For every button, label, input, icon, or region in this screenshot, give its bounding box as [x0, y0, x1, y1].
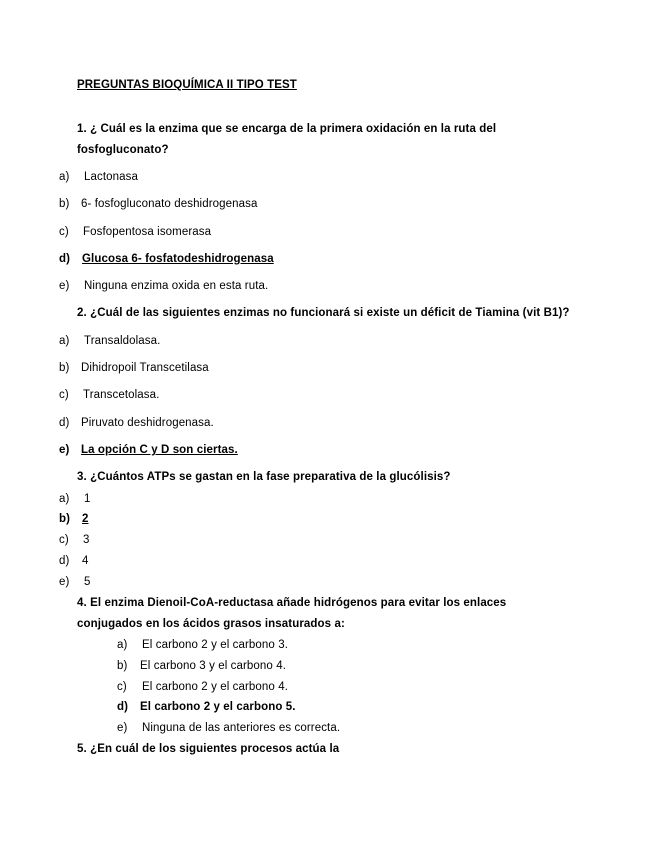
q2-option-a-letter: a)	[59, 335, 70, 347]
q3-option-a-letter: a)	[59, 493, 70, 505]
q4-option-e-text: Ninguna de las anteriores es correcta.	[142, 722, 341, 734]
q4-option-b-letter: b)	[117, 660, 128, 672]
question-3-text: 3. ¿Cuántos ATPs se gastan en la fase preparativa de la glucólisis?	[77, 471, 451, 483]
q2-option-a-text: Transaldolasa.	[84, 335, 161, 347]
q1-option-b-text: 6- fosfogluconato deshidrogenasa	[81, 198, 258, 210]
question-2-text: 2. ¿Cuál de las siguientes enzimas no funcionará si existe un déficit de Tiamina (vit B1)?	[77, 307, 570, 319]
q4-option-e-letter: e)	[117, 722, 128, 734]
q4-option-c-letter: c)	[117, 681, 127, 693]
page-title: PREGUNTAS BIOQUÍMICA II TIPO TEST	[77, 79, 297, 91]
q3-option-d-text: 4	[82, 555, 89, 567]
q1-option-e-text: Ninguna enzima oxida en esta ruta.	[84, 280, 269, 292]
q2-option-b-text: Dihidropoil Transcetilasa	[81, 362, 209, 374]
q2-option-b-letter: b)	[59, 362, 70, 374]
q4-option-a-text: El carbono 2 y el carbono 3.	[142, 639, 288, 651]
q2-option-d-letter: d)	[59, 417, 70, 429]
q3-option-c-letter: c)	[59, 534, 69, 546]
question-5-text: 5. ¿En cuál de los siguientes procesos actúa la	[77, 743, 340, 755]
q4-option-d-text-correct: El carbono 2 y el carbono 5.	[140, 701, 296, 713]
q2-option-c-text: Transcetolasa.	[83, 389, 160, 401]
q1-option-b-letter: b)	[59, 198, 70, 210]
q4-option-a-letter: a)	[117, 639, 128, 651]
q1-option-a-letter: a)	[59, 171, 70, 183]
q4-option-d-letter: d)	[117, 701, 129, 713]
q3-option-b-letter: b)	[59, 513, 71, 525]
q4-option-b-text: El carbono 3 y el carbono 4.	[140, 660, 286, 672]
q2-option-c-letter: c)	[59, 389, 69, 401]
q1-option-d-text-correct: Glucosa 6- fosfatodeshidrogenasa	[82, 253, 274, 265]
question-1-text-line2: fosfogluconato?	[77, 144, 169, 156]
q2-option-e-text-correct: La opción C y D son ciertas.	[81, 444, 238, 456]
q3-option-d-letter: d)	[59, 555, 70, 567]
question-1-text-line1: 1. ¿ Cuál es la enzima que se encarga de la primera oxidación en la ruta del	[77, 123, 497, 135]
q1-option-c-letter: c)	[59, 226, 69, 238]
q4-option-c-text: El carbono 2 y el carbono 4.	[142, 681, 288, 693]
q3-option-c-text: 3	[83, 534, 90, 546]
q1-option-a-text: Lactonasa	[84, 171, 138, 183]
question-4-text-line2: conjugados en los ácidos grasos insaturados a:	[77, 618, 345, 630]
q3-option-e-letter: e)	[59, 576, 70, 588]
q1-option-e-letter: e)	[59, 280, 70, 292]
question-4-text-line1: 4. El enzima Dienoil-CoA-reductasa añade hidrógenos para evitar los enlaces	[77, 597, 507, 609]
q1-option-c-text: Fosfopentosa isomerasa	[83, 226, 212, 238]
q2-option-e-letter: e)	[59, 444, 70, 456]
q3-option-e-text: 5	[84, 576, 91, 588]
q3-option-a-text: 1	[84, 493, 91, 505]
q3-option-b-text-correct: 2	[82, 513, 89, 525]
q1-option-d-letter: d)	[59, 253, 71, 265]
q2-option-d-text: Piruvato deshidrogenasa.	[81, 417, 214, 429]
